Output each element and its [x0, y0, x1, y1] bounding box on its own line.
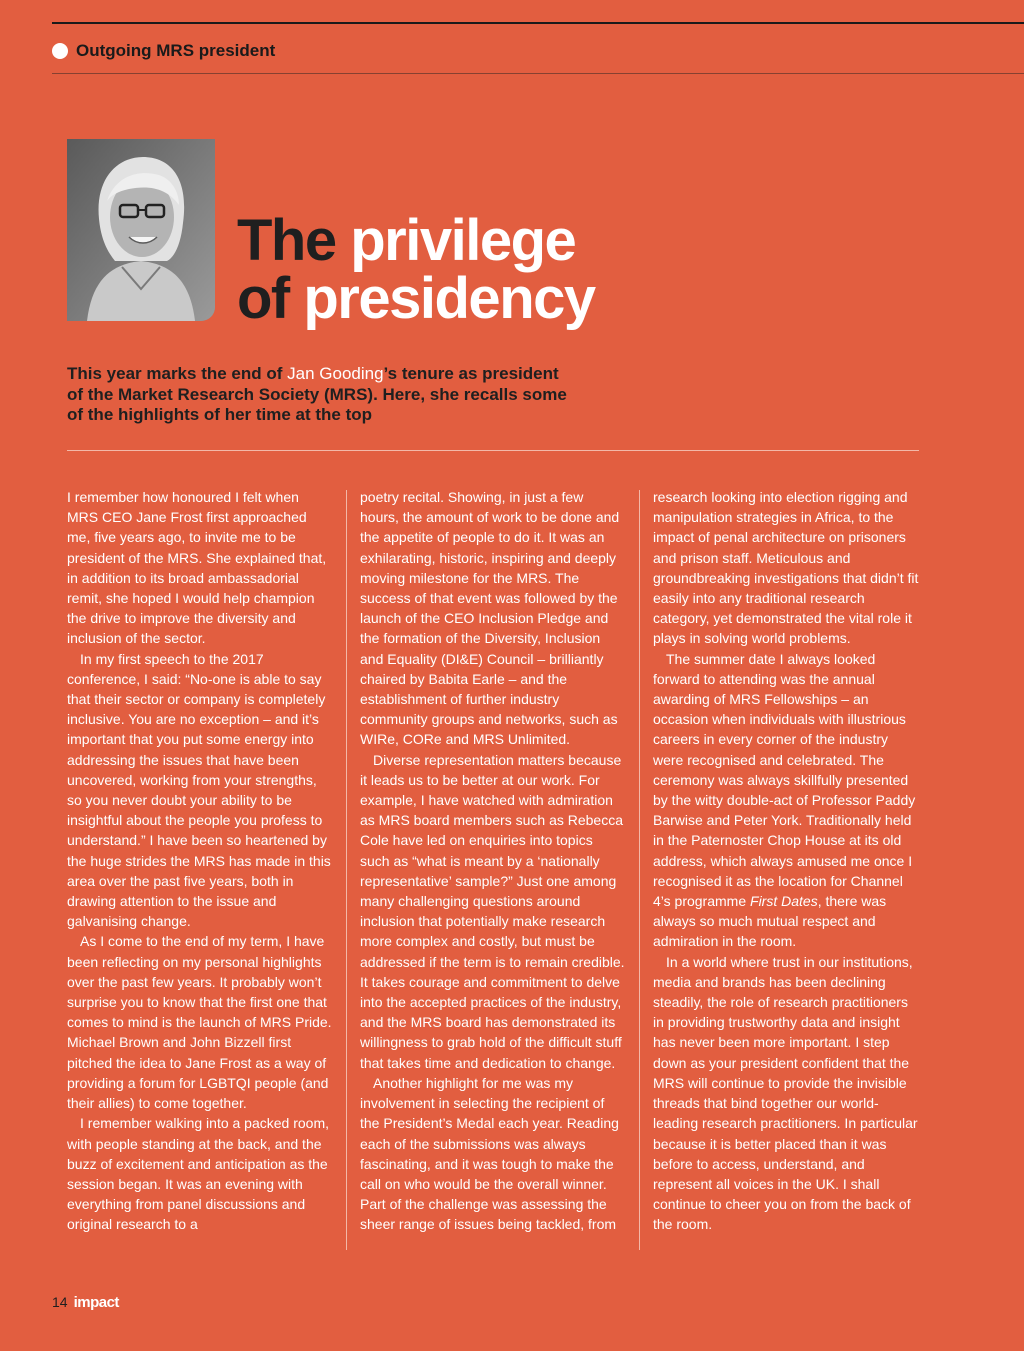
body-paragraph: research looking into election rigging and manipulation strategies in Africa, to the impact of penal architecture on prisoners and prison staff. Meticulous and groundbreaking investigations that didn’t fit easily into any traditional research category, yet demonstrated the vital role it plays in solving world problems. [653, 489, 919, 647]
magazine-logo: impact [73, 1293, 119, 1311]
body-paragraph: In a world where trust in our institutions, media and brands has been declining steadily, the role of research practitioners in providing trustworthy data and insight has never been more important. I step down as your president confident that the MRS will continue to provide the invisible threads that bind together our world-leading research practitioners. In particular because it is better placed than it was before to access, understand, and represent all voices in the UK. I shall continue to cheer you on from the back of the room. [653, 953, 918, 1233]
column-rule [346, 490, 347, 1250]
body-paragraph: poetry recital. Showing, in just a few hours, the amount of work to be done and the appetite of people to do it. It was an exhilarating, historic, inspiring and deeply moving milestone for the MRS. The success of that event was followed by the launch of the CEO Inclusion Pledge and the formation of the Diversity, Inclusion and Equality (DI&E) Council – brilliantly chaired by Babita Earle – and the establishment of further industry community groups and networks, such as WIRe, CORe and MRS Unlimited. [360, 489, 620, 748]
column-rule [639, 490, 640, 1250]
body-paragraph: In my first speech to the 2017 conference, I said: “No-one is able to say that their sector or company is completely inclusive. You are no exception – and it’s important that you put some energy into addressing the issues that have been uncovered, working from your strengths, so you never doubt your ability to be insightful about the people you profess to understand.” I have been so heartened by the huge strides the MRS has made in this area over the past five years, both in drawing attention to the issue and galvanising change. [67, 650, 331, 930]
headline-word-of: of [237, 266, 289, 331]
body-paragraph: I remember how honoured I felt when MRS CEO Jane Frost first approached me, five years ago, to invite me to be president of the MRS. She explained that, in addition to its broad ambassadorial remit, she hoped I would help champion the drive to improve the diversity and inclusion of the sector. [67, 489, 327, 647]
programme-title: First Dates [750, 893, 818, 910]
headline-word-privilege: privilege [350, 208, 576, 273]
paragraph-text: The summer date I always looked forward to attending was the annual awarding of MRS Fellowships – an occasion when individuals with illustrious careers in every corner of the industry were recognised and celebrated. The ceremony was always skillfully presented by the witty double-act of Professor Paddy Barwise and Peter York. Traditionally held in the Paternoster Chop House at its old address, which always amused me once I recognised it as the location for Channel 4’s programme [653, 650, 916, 910]
body-column-1 [67, 487, 333, 1235]
standfirst-after: ’s tenure as president of the Market Research Society (MRS). Here, she recalls some of the highlights of her time at the top [67, 364, 567, 424]
headline [237, 208, 595, 331]
standfirst [67, 364, 567, 426]
standfirst-divider [67, 450, 919, 451]
page-footer [52, 1292, 119, 1312]
page-number: 14 [52, 1294, 68, 1310]
section-label: Outgoing MRS president [76, 41, 276, 60]
body-paragraph: I remember walking into a packed room, with people standing at the back, and the buzz of excitement and anticipation as the session began. It was an evening with everything from panel discussions and original research to a [67, 1115, 329, 1233]
top-rule [52, 22, 1024, 24]
section-header [52, 40, 275, 62]
body-paragraph [653, 649, 919, 952]
section-rule [52, 73, 1024, 74]
paragraph-text: , there was always so much mutual respect and admiration in the room. [653, 893, 887, 950]
body-paragraph: Another highlight for me was my involvement in selecting the recipient of the President’s Medal each year. Reading each of the submissions was always fascinating, and it was tough to make the call on who would be the overall winner. Part of the challenge was assessing the sheer range of issues being tackled, from [360, 1074, 619, 1233]
standfirst-before: This year marks the end of [67, 364, 288, 383]
body-paragraph: As I come to the end of my term, I have been reflecting on my personal highlights over the past few years. It probably won’t surprise you to know that the first one that comes to mind is the launch of MRS Pride. Michael Brown and John Bizzell first pitched the idea to Jane Frost as a way of providing a forum for LGBTQI people (and their allies) to come together. [67, 933, 332, 1112]
author-name: Jan Gooding [287, 364, 384, 383]
headline-word-the: The [237, 208, 336, 273]
body-column-2 [360, 487, 626, 1235]
body-paragraph: Diverse representation matters because it leads us to be better at our work. For example, I have watched with admiration as MRS board members such as Rebecca Cole have led on enquiries into topics such as “what is meant by a ‘nationally representative’ sample?” Just one among many challenging questions around inclusion that potentially make research more complex and costly, but must be addressed if the term is to remain credible. It takes courage and commitment to delve into the accepted practices of the industry, and the MRS board has demonstrated its willingness to grab hold of the difficult stuff that takes time and dedication to change. [360, 751, 625, 1071]
author-portrait [67, 139, 215, 321]
bullet-dot-icon [52, 43, 68, 59]
headline-word-presidency: presidency [303, 266, 595, 331]
body-column-3 [653, 487, 919, 1235]
